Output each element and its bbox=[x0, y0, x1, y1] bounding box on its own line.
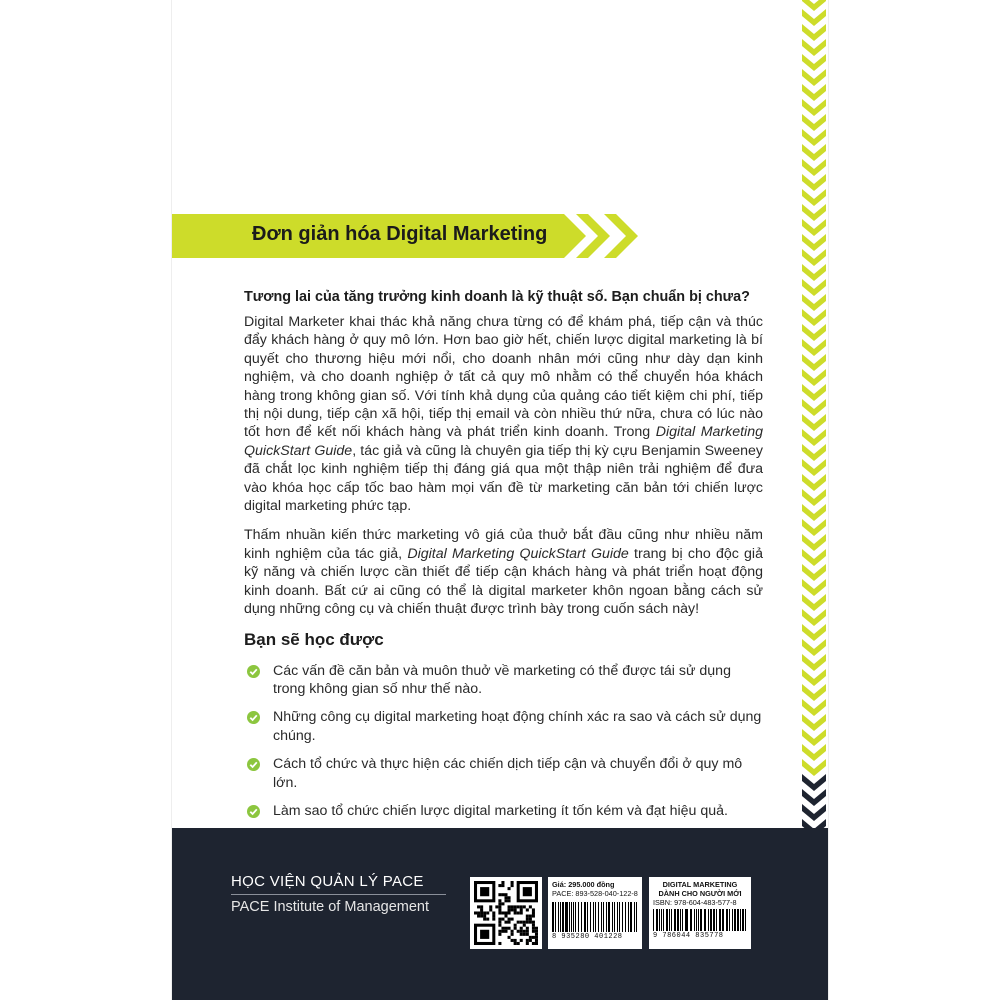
banner-title: Đơn giản hóa Digital Marketing bbox=[252, 223, 548, 245]
chevron-mark bbox=[802, 174, 826, 191]
price-barcode-digits: 8 935280 401228 bbox=[552, 933, 623, 941]
chevron-mark bbox=[802, 369, 826, 386]
para1-text-b: , tác giả và cũng là chuyên gia tiếp thị kỳ cựu Benjamin Sweeney đã chắt lọc kinh nghiệm tiếp thị đáng giá qua một thập niên trải nghiệm để đưa vào khóa học cấp tốc bao hàm mọi vấn đề từ marketing căn bản tới chiến lược digital marketing phức tạp. bbox=[244, 442, 763, 515]
publisher-name-en: PACE Institute of Management bbox=[231, 899, 430, 915]
para2-text-a: Thấm nhuần kiến thức marketing vô giá của thuở bắt đầu cũng như nhiều năm kinh nghiệm của tác giả, bbox=[244, 527, 763, 562]
chevron-mark bbox=[802, 579, 826, 596]
price-barcode bbox=[552, 902, 638, 932]
chevron-mark bbox=[802, 459, 826, 476]
chevron-mark bbox=[802, 384, 826, 401]
isbn-number: ISBN: 978-604-483-577-8 bbox=[653, 898, 737, 907]
chevron-mark bbox=[802, 324, 826, 341]
chevron-mark bbox=[802, 129, 826, 146]
divider bbox=[231, 894, 446, 895]
chevron-mark bbox=[802, 519, 826, 536]
chevron-mark bbox=[802, 219, 826, 236]
chevron-mark bbox=[802, 339, 826, 356]
header-banner bbox=[172, 214, 642, 258]
list-item: Cách tổ chức và thực hiện các chiến dịch tiếp cận và chuyển đổi ở quy mô lớn. bbox=[244, 755, 763, 792]
book-title-italic: Digital Marketing QuickStart Guide bbox=[244, 424, 763, 459]
chevron-mark bbox=[802, 669, 826, 686]
chevron-mark bbox=[802, 54, 826, 71]
chevron-mark bbox=[802, 264, 826, 281]
description-paragraph-2 bbox=[244, 526, 763, 618]
chevron-mark bbox=[802, 309, 826, 326]
chevron-mark bbox=[802, 714, 826, 731]
chevron-mark bbox=[802, 474, 826, 491]
chevron-mark bbox=[802, 294, 826, 311]
chevron-mark bbox=[802, 594, 826, 611]
chevron-mark bbox=[802, 159, 826, 176]
chevron-mark bbox=[802, 534, 826, 551]
chevron-mark bbox=[802, 564, 826, 581]
para2-text-b: trang bị cho độc giả kỹ năng và chiến lược cần thiết để tiếp cận khách hàng và phát triển hoạt động kinh doanh. Bất cứ ai cũng có thể là digital marketer khôn ngoan bằng cách sử dụng những công cụ và chiến thuật được trình bày trong cuốn sách này! bbox=[244, 545, 763, 618]
chevron-mark bbox=[802, 399, 826, 416]
list-item: Những công cụ digital marketing hoạt động chính xác ra sao và cách sử dụng chúng. bbox=[244, 708, 763, 745]
chevron-mark bbox=[802, 9, 826, 26]
description-paragraph-1 bbox=[244, 313, 763, 515]
series-title-2: DÀNH CHO NGƯỜI MỚI bbox=[658, 889, 742, 898]
chevron-mark bbox=[802, 144, 826, 161]
footer-band bbox=[172, 828, 828, 1000]
check-icon bbox=[247, 758, 260, 771]
chevron-mark bbox=[802, 114, 826, 131]
chevron-mark bbox=[802, 279, 826, 296]
check-icon bbox=[247, 805, 260, 818]
lead-question: Tương lai của tăng trưởng kinh doanh là kỹ thuật số. Bạn chuẩn bị chưa? bbox=[244, 289, 750, 305]
book-title-italic: Digital Marketing QuickStart Guide bbox=[407, 545, 629, 562]
chevron-mark bbox=[802, 234, 826, 251]
learn-heading: Bạn sẽ học được bbox=[244, 629, 384, 649]
chevron-mark bbox=[802, 759, 826, 776]
chevron-mark bbox=[802, 504, 826, 521]
chevron-mark bbox=[802, 744, 826, 761]
chevron-mark bbox=[802, 354, 826, 371]
chevron-mark bbox=[802, 609, 826, 626]
chevron-mark bbox=[802, 414, 826, 431]
check-icon bbox=[247, 665, 260, 678]
chevron-mark bbox=[802, 444, 826, 461]
list-item: Làm sao tổ chức chiến lược digital marketing ít tốn kém và đạt hiệu quả. bbox=[244, 802, 763, 820]
series-title-1: DIGITAL MARKETING bbox=[662, 880, 738, 889]
chevron-mark bbox=[802, 24, 826, 41]
chevron-mark bbox=[802, 774, 826, 791]
chevron-mark bbox=[802, 789, 826, 806]
chevron-mark bbox=[802, 39, 826, 56]
qr-icon bbox=[474, 881, 538, 945]
chevron-strip bbox=[800, 0, 828, 828]
chevron-mark bbox=[802, 684, 826, 701]
chevron-mark bbox=[802, 204, 826, 221]
description-section bbox=[244, 289, 763, 877]
isbn-box bbox=[649, 877, 751, 949]
list-item: Các vấn đề căn bản và muôn thuở về marketing có thể được tái sử dụng trong không gian số như thế nào. bbox=[244, 662, 763, 699]
chevron-mark bbox=[802, 429, 826, 446]
qr-code bbox=[470, 877, 542, 949]
chevron-mark bbox=[802, 489, 826, 506]
price-label: Giá: 295.000 đồng bbox=[552, 880, 615, 889]
chevron-mark bbox=[802, 729, 826, 746]
chevron-mark bbox=[802, 804, 826, 821]
chevron-mark bbox=[802, 639, 826, 656]
chevron-mark bbox=[802, 84, 826, 101]
para1-text-a: Digital Marketer khai thác khả năng chưa từng có để khám phá, tiếp cận và thúc đẩy khách hàng ở quy mô lớn. Hơn bao giờ hết, chiến lược digital marketing là bí quyết cho thương hiệu mới nổi, cho doanh nhân mới cũng như dày dạn kinh nghiệm, và cho doanh nghiệp ở tất cả quy mô nhằm có thể chuyển hóa khách hàng trong không gian số. Với tính khả dụng của quảng cáo tiết kiệm chi phí, tiếp thị nội dung, tiếp cận xã hội, tiếp thị email và còn nhiều thứ nữa, chưa có lúc nào tốt hơn để kết nối khách hàng và phát triển kinh doanh. Trong bbox=[244, 314, 763, 441]
chevron-mark bbox=[802, 654, 826, 671]
price-box bbox=[548, 877, 642, 949]
chevron-mark bbox=[802, 189, 826, 206]
chevron-mark bbox=[802, 549, 826, 566]
isbn-barcode bbox=[653, 909, 747, 931]
publisher-block bbox=[231, 873, 446, 915]
chevron-mark bbox=[802, 699, 826, 716]
chevron-mark bbox=[802, 624, 826, 641]
publisher-name-vn: HỌC VIỆN QUẢN LÝ PACE bbox=[231, 873, 424, 890]
pace-code: PACE: 893-528-040-122-8 bbox=[552, 889, 638, 898]
chevron-mark bbox=[802, 69, 826, 86]
check-icon bbox=[247, 711, 260, 724]
chevron-mark bbox=[802, 0, 826, 11]
chevron-mark bbox=[802, 249, 826, 266]
isbn-barcode-digits: 9 786044 835778 bbox=[653, 932, 724, 940]
chevron-mark bbox=[802, 99, 826, 116]
